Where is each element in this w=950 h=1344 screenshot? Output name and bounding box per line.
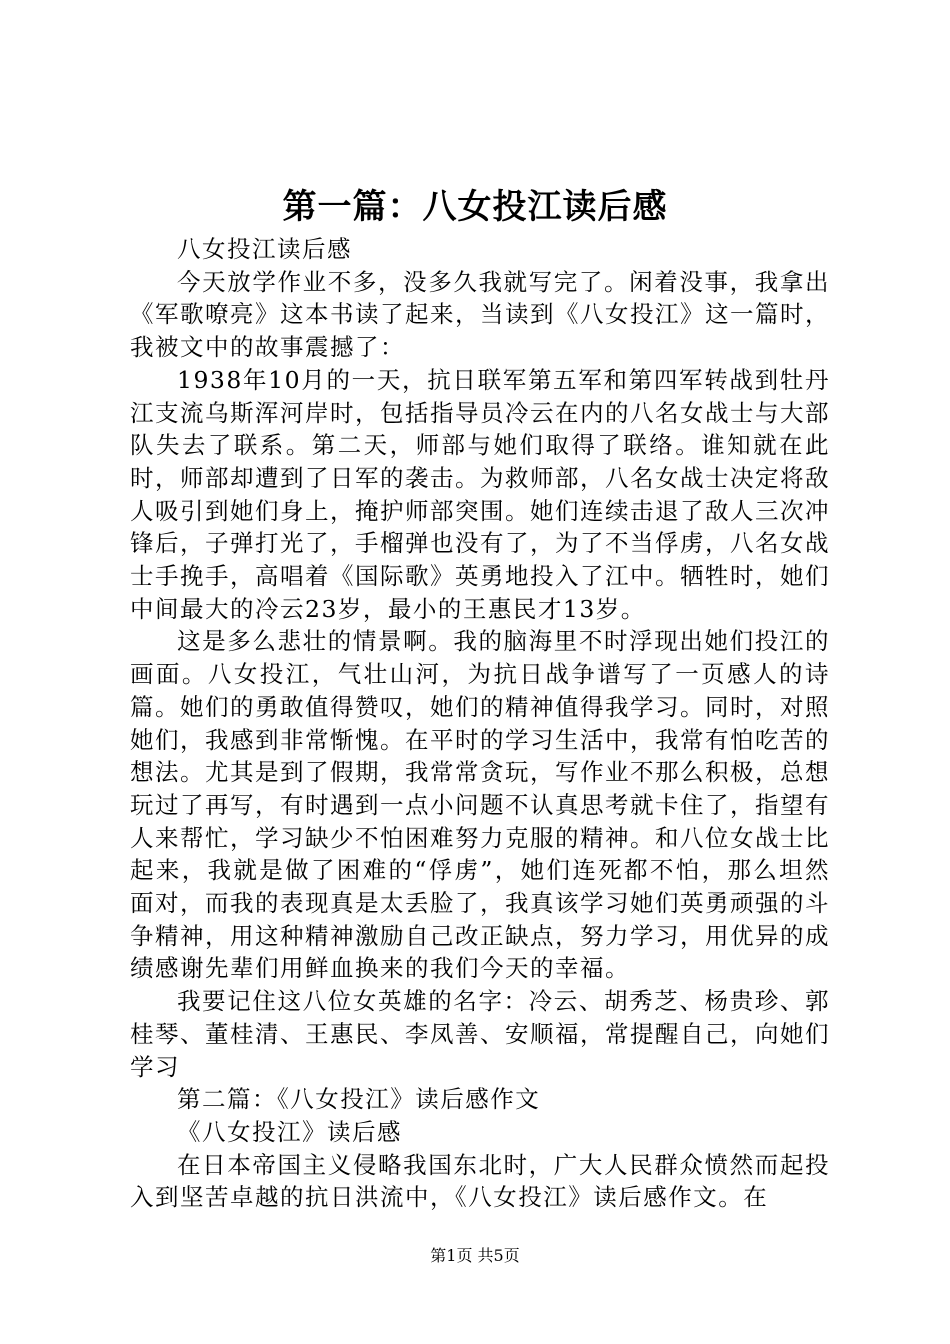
document-body	[130, 233, 830, 1214]
paragraph: 这是多么悲壮的情景啊。我的脑海里不时浮现出她们投江的画面。八女投江，气壮山河，为抗日战争谱写了一页感人的诗篇。她们的勇敢值得赞叹，她们的精神值得我学习。同时，对照她们，我感到非常惭愧。在平时的学习生活中，我常有怕吃苦的想法。尤其是到了假期，我常常贪玩，写作业不那么积极，总想玩过了再写，有时遇到一点小问题不认真思考就卡住了，指望有人来帮忙，学习缺少不怕困难努力克服的精神。和八位女战士比起来，我就是做了困难的“俘虏”，她们连死都不怕，那么坦然面对，而我的表现真是太丢脸了，我真该学习她们英勇顽强的斗争精神，用这种精神激励自己改正缺点，努力学习，用优异的成绩感谢先辈们用鲜血换来的我们今天的幸福。	[130, 627, 830, 983]
paragraph: 在日本帝国主义侵略我国东北时，广大人民群众愤然而起投入到坚苦卓越的抗日洪流中，《八女投江》读后感作文。在	[130, 1150, 830, 1212]
page-footer: 第1页 共5页	[430, 1246, 520, 1265]
paragraph: 今天放学作业不多，没多久我就写完了。闲着没事，我拿出《军歌嘹亮》这本书读了起来，当读到《八女投江》这一篇时，我被文中的故事震撼了：	[130, 267, 830, 362]
paragraph-subtitle: 《八女投江》读后感	[177, 1117, 402, 1146]
paragraph: 1938年10月的一天，抗日联军第五军和第四军转战到牡丹江支流乌斯浑河岸时，包括指导员冷云在内的八名女战士与大部队失去了联系。第二天，师部与她们取得了联络。谁知就在此时，师部却遭到了日军的袭击。为救师部，八名女战士决定将敌人吸引到她们身上，掩护师部突围。她们连续击退了敌人三次冲锋后，子弹打光了，手榴弹也没有了，为了不当俘虏，八名女战士手挽手，高唱着《国际歌》英勇地投入了江中。牺牲时，她们中间最大的冷云23岁，最小的王惠民才13岁。	[130, 365, 830, 623]
paragraph-subtitle: 八女投江读后感	[177, 235, 352, 263]
document-title: 第一篇：八女投江读后感	[282, 187, 668, 227]
paragraph: 我要记住这八位女英雄的名字：冷云、胡秀芝、杨贵珍、郭桂琴、董桂清、王惠民、李凤善、安顺福，常提醒自己，向她们学习	[130, 987, 830, 1081]
paragraph-section-heading: 第二篇：《八女投江》读后感作文	[177, 1085, 541, 1114]
